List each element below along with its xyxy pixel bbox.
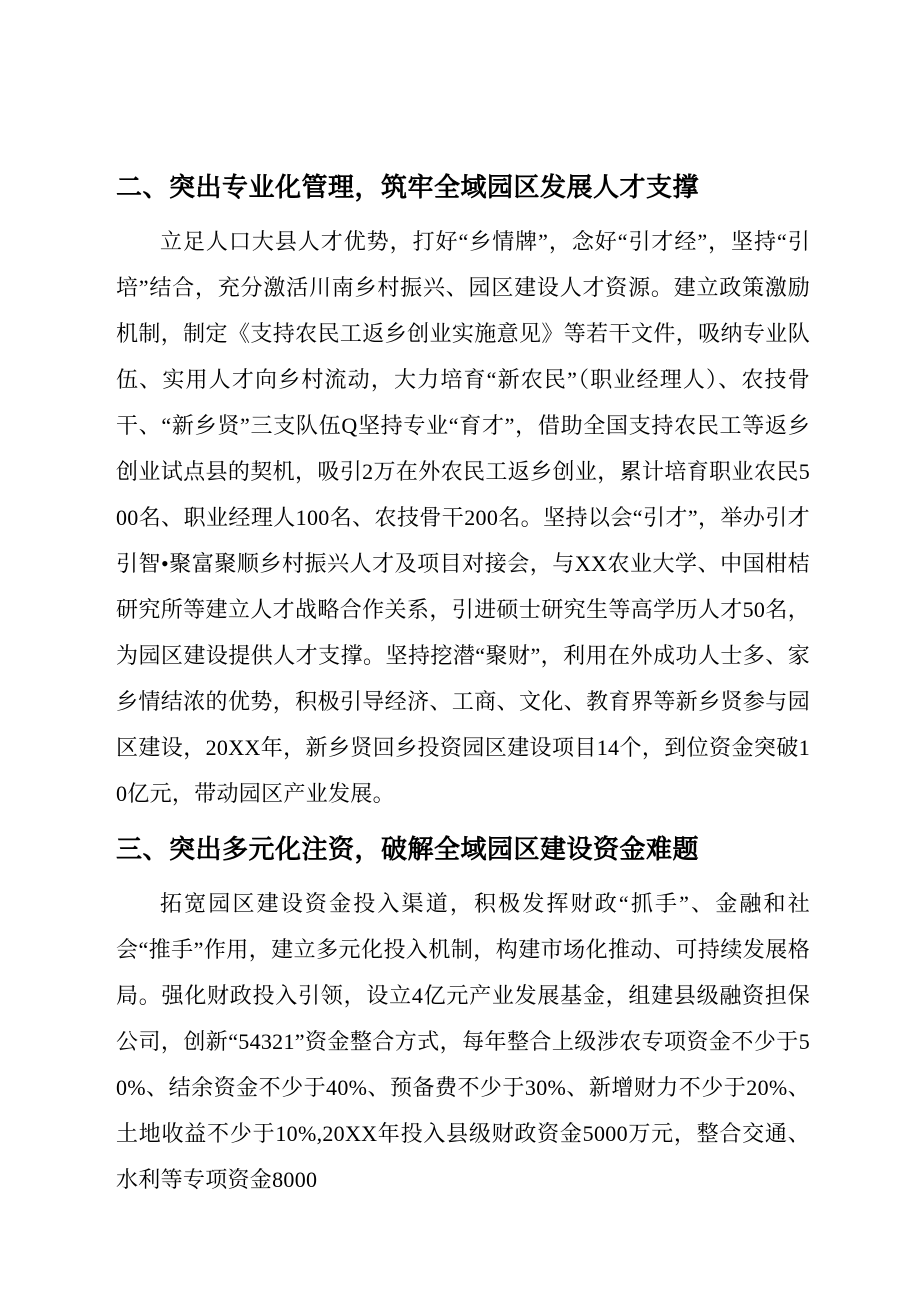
section-3 bbox=[116, 823, 810, 1203]
section-paragraph: 拓宽园区建设资金投入渠道，积极发挥财政“抓手”、金融和社会“推手”作用，建立多元化投入机制，构建市场化推动、可持续发展格局。强化财政投入引领，设立4亿元产业发展基金，组建县级融资担保公司，创新“54321”资金整合方式，每年整合上级涉农专项资金不少于50%、结余资金不少于40%、预备费不少于30%、新增财力不少于20%、土地收益不少于10%,20XX年投入县级财政资金5000万元，整合交通、水利等专项资金8000 bbox=[116, 891, 810, 1192]
section-2 bbox=[116, 161, 810, 817]
section-heading: 二、突出专业化管理，筑牢全域园区发展人才支撑 bbox=[116, 172, 700, 202]
section-paragraph: 立足人口大县人才优势，打好“乡情牌”，念好“引才经”，坚持“引培”结合，充分激活川南乡村振兴、园区建设人才资源。建立政策激励机制，制定《支持农民工返乡创业实施意见》等若干文件，吸纳专业队伍、实用人才向乡村流动，大力培育“新农民”（职业经理人）、农技骨干、“新乡贤”三支队伍Q坚持专业“育才”，借助全国支持农民工等返乡创业试点县的契机，吸引2万在外农民工返乡创业，累计培育职业农民500名、职业经理人100名、农技骨干200名。坚持以会“引才”，举办引才引智•聚富聚顺乡村振兴人才及项目对接会，与XX农业大学、中国柑桔研究所等建立人才战略合作关系，引进硕士研究生等高学历人才50名，为园区建设提供人才支撑。坚持挖潜“聚财”，利用在外成功人士多、家乡情结浓的优势，积极引导经济、工商、文化、教育界等新乡贤参与园区建设，20XX年，新乡贤回乡投资园区建设项目14个，到位资金突破10亿元，带动园区产业发展。 bbox=[116, 229, 810, 806]
section-heading: 三、突出多元化注资，破解全域园区建设资金难题 bbox=[116, 834, 700, 864]
